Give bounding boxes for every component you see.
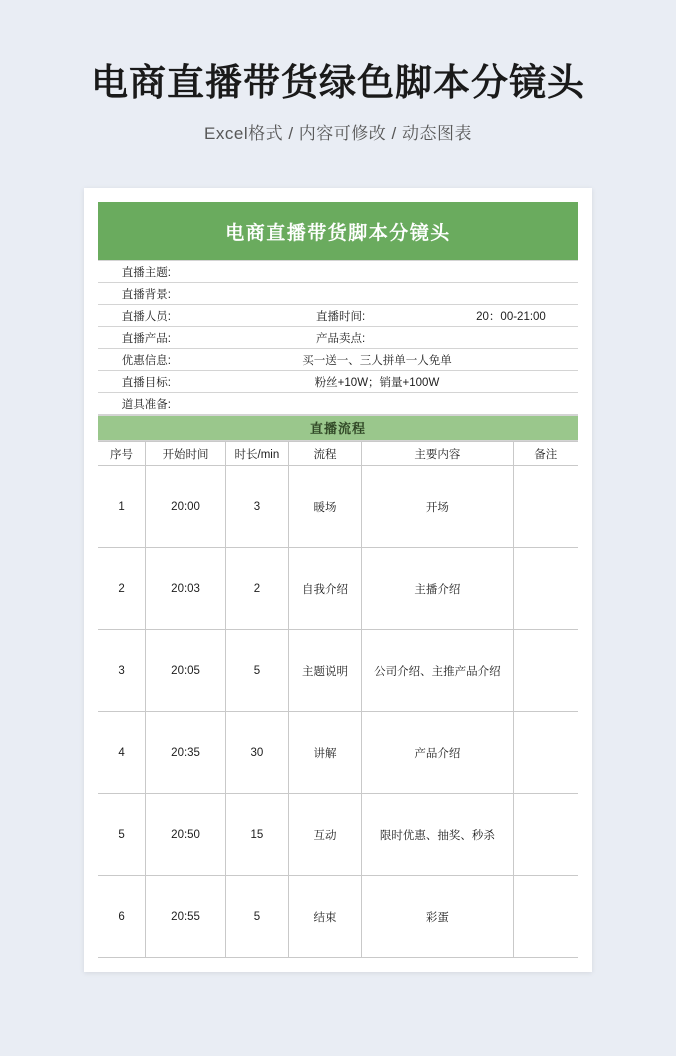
table-row bbox=[98, 283, 578, 305]
info-label-secondary: 直播时间: bbox=[310, 305, 444, 327]
table-row bbox=[98, 630, 578, 712]
flow-table bbox=[98, 441, 578, 958]
cell-start-time[interactable]: 20:00 bbox=[146, 466, 226, 548]
page-subtitle: Excel格式 / 内容可修改 / 动态图表 bbox=[204, 123, 472, 143]
cell-remark[interactable] bbox=[513, 712, 578, 794]
cell-content[interactable]: 产品介绍 bbox=[362, 712, 513, 794]
info-label: 直播产品: bbox=[98, 327, 176, 349]
table-row bbox=[98, 794, 578, 876]
spreadsheet-card bbox=[84, 188, 592, 972]
cell-content[interactable]: 开场 bbox=[362, 466, 513, 548]
info-label: 直播主题: bbox=[98, 261, 176, 283]
cell-content[interactable]: 主播介绍 bbox=[362, 548, 513, 630]
flow-section-title: 直播流程 bbox=[98, 415, 578, 441]
cell-stage[interactable]: 互动 bbox=[288, 794, 362, 876]
cell-no[interactable]: 1 bbox=[98, 466, 146, 548]
info-value-secondary[interactable]: 20：00-21:00 bbox=[444, 305, 578, 327]
cell-content[interactable]: 公司介绍、主推产品介绍 bbox=[362, 630, 513, 712]
cell-start-time[interactable]: 20:35 bbox=[146, 712, 226, 794]
cell-stage[interactable]: 暖场 bbox=[288, 466, 362, 548]
cell-content[interactable]: 彩蛋 bbox=[362, 876, 513, 958]
table-row bbox=[98, 466, 578, 548]
cell-no[interactable]: 4 bbox=[98, 712, 146, 794]
cell-no[interactable]: 5 bbox=[98, 794, 146, 876]
cell-duration[interactable]: 5 bbox=[226, 876, 289, 958]
info-label-secondary: 产品卖点: bbox=[310, 327, 444, 349]
column-header-remark: 备注 bbox=[513, 442, 578, 466]
info-label: 直播目标: bbox=[98, 371, 176, 393]
cell-start-time[interactable]: 20:55 bbox=[146, 876, 226, 958]
cell-stage[interactable]: 主题说明 bbox=[288, 630, 362, 712]
column-header-duration: 时长/min bbox=[226, 442, 289, 466]
cell-remark[interactable] bbox=[513, 876, 578, 958]
info-value[interactable] bbox=[176, 393, 578, 415]
cell-duration[interactable]: 15 bbox=[226, 794, 289, 876]
sheet-banner-title: 电商直播带货脚本分镜头 bbox=[225, 222, 451, 244]
table-row bbox=[98, 371, 578, 393]
info-label: 优惠信息: bbox=[98, 349, 176, 371]
info-value-secondary[interactable] bbox=[444, 327, 578, 349]
cell-no[interactable]: 6 bbox=[98, 876, 146, 958]
document-header bbox=[0, 0, 676, 144]
cell-remark[interactable] bbox=[513, 794, 578, 876]
info-label: 直播背景: bbox=[98, 283, 176, 305]
cell-no[interactable]: 2 bbox=[98, 548, 146, 630]
cell-duration[interactable]: 30 bbox=[226, 712, 289, 794]
table-row bbox=[98, 305, 578, 327]
info-value[interactable]: 买一送一、三人拼单一人免单 bbox=[176, 349, 578, 371]
info-label: 道具准备: bbox=[98, 393, 176, 415]
page-title: 电商直播带货绿色脚本分镜头 bbox=[91, 62, 585, 103]
cell-content[interactable]: 限时优惠、抽奖、秒杀 bbox=[362, 794, 513, 876]
cell-start-time[interactable]: 20:03 bbox=[146, 548, 226, 630]
cell-start-time[interactable]: 20:50 bbox=[146, 794, 226, 876]
flow-table-header-row bbox=[98, 442, 578, 466]
table-row bbox=[98, 393, 578, 415]
table-row bbox=[98, 349, 578, 371]
sheet-banner bbox=[98, 202, 578, 260]
info-value[interactable] bbox=[176, 261, 578, 283]
cell-stage[interactable]: 结束 bbox=[288, 876, 362, 958]
column-header-no: 序号 bbox=[98, 442, 146, 466]
cell-duration[interactable]: 3 bbox=[226, 466, 289, 548]
table-row bbox=[98, 712, 578, 794]
column-header-content: 主要内容 bbox=[362, 442, 513, 466]
info-value[interactable] bbox=[176, 327, 310, 349]
cell-no[interactable]: 3 bbox=[98, 630, 146, 712]
cell-stage[interactable]: 讲解 bbox=[288, 712, 362, 794]
info-label: 直播人员: bbox=[98, 305, 176, 327]
table-row bbox=[98, 548, 578, 630]
table-row bbox=[98, 876, 578, 958]
column-header-start-time: 开始时间 bbox=[146, 442, 226, 466]
table-row bbox=[98, 327, 578, 349]
info-value[interactable] bbox=[176, 305, 310, 327]
cell-start-time[interactable]: 20:05 bbox=[146, 630, 226, 712]
cell-duration[interactable]: 2 bbox=[226, 548, 289, 630]
cell-stage[interactable]: 自我介绍 bbox=[288, 548, 362, 630]
column-header-stage: 流程 bbox=[288, 442, 362, 466]
cell-remark[interactable] bbox=[513, 630, 578, 712]
cell-duration[interactable]: 5 bbox=[226, 630, 289, 712]
cell-remark[interactable] bbox=[513, 548, 578, 630]
table-row bbox=[98, 261, 578, 283]
info-table bbox=[98, 260, 578, 415]
info-value[interactable] bbox=[176, 283, 578, 305]
cell-remark[interactable] bbox=[513, 466, 578, 548]
info-value[interactable]: 粉丝+10W；销量+100W bbox=[176, 371, 578, 393]
